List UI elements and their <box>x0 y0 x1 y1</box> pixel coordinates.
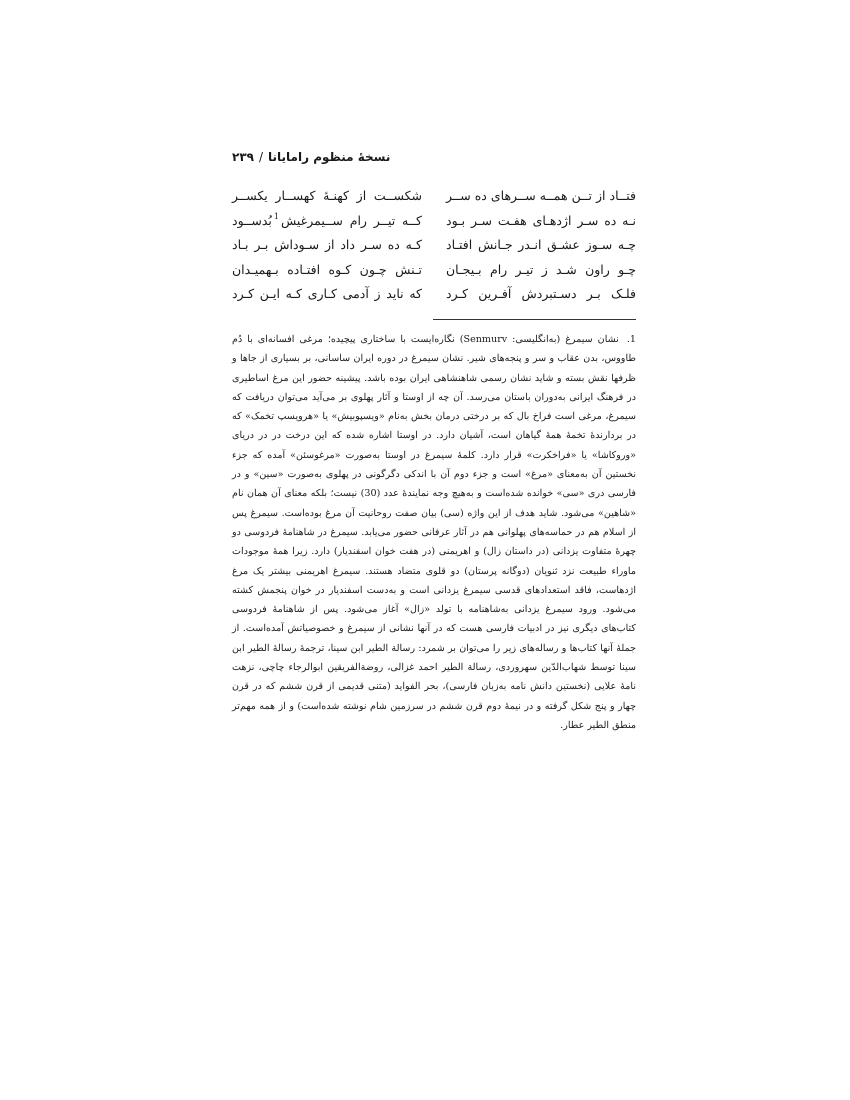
hemistich-right: چـه سـوز عشـق انـدر جـانش افتـاد <box>446 237 636 253</box>
hemistich-left: تـنش چـون کـوه افتـاده بـهمیـدان <box>232 261 422 277</box>
header-separator: / <box>258 150 264 164</box>
poem-verses <box>232 184 636 307</box>
verse-line <box>232 258 636 283</box>
hemistich-left-part-1: کــه تیــر رام ســیمرغیش <box>280 212 422 228</box>
footnote-number: 1. <box>626 334 636 345</box>
verse-line <box>232 184 636 209</box>
footnote <box>232 330 636 735</box>
running-header <box>232 150 432 164</box>
hemistich-left-part-2: بُدســود <box>232 212 272 228</box>
footnote-marker[interactable]: 1 <box>273 212 279 222</box>
hemistich-right: چـو راون شـد ز تیـر رام بـیجـان <box>446 261 636 277</box>
page-number: ۲۳۹ <box>232 150 254 164</box>
footnote-divider <box>433 319 636 320</box>
hemistich-right: فتــاد از تــن همــه ســرهای ده ســر <box>446 188 636 203</box>
hemistich-left: که ناید ز آدمی کـاری کـه ایـن کـرد <box>232 286 422 302</box>
hemistich-right: فلـک بـر دسـتبردش آفـرین کـرد <box>446 286 636 302</box>
hemistich-left: شکســت از کهنـهٔ کهســار یکســر <box>232 188 422 203</box>
hemistich-left: کـه ده سـر داد از سـوداش بـر بـاد <box>232 237 422 253</box>
verse-line <box>232 233 636 258</box>
footnote-text: نشان سیمرغ (به‌انگلیسی: Senmurv) نگاره‌ایست با ساختاری پیچیده؛ مرغی افسانه‌ای با دُم طاووس، بدن عقاب و سر و پنجه‌های شیر. نشان سیمرغ در دوره ایران ساسانی، بر بسیاری از جاها و ظرفها نقش بسته و شاید نشان رسمی شاهنشاهی ایران بوده باشد. پیشینه حضور این مرغ اساطیری در فرهنگ ایرانی به‌دوران باستان می‌رسد. آن چه از اوستا و آثار پهلوی بر می‌آید می‌توان دریافت که سیمرغ، مرغی است فراخ بال که بر درختی درمان بخش به‌نام «ویسپوبیش» یا «هرویسپ تخمک» که در بردارندهٔ تخمهٔ همهٔ گیاهان است، آشیان دارد. در اوستا اشاره شده که این درخت در در دریای «وروکاشا» یا «فراخکرت» قرار دارد. کلمهٔ سیمرغ در اوستا به‌صورت «مرغوسئن» آمده که جزء نخستین آن به‌معنای «مرغ» است و جزء دوم آن با اندکی دگرگونی در پهلوی به‌صورت «سین» و در فارسی دری «سی» خوانده شده‌است و به‌هیچ وجه نمایندهٔ عدد (30) نیست؛ بلکه معنای آن همان نام «شاهین» می‌شود. شاید هدف از این واژه (سی) بیان صفت روحانیت آن مرغ بوده‌است. سیمرغ پس از اسلام هم در حماسه‌های پهلوانی هم در آثار عرفانی حضور می‌یابد. سیمرغ در شاهنامهٔ فردوسی دو چهرهٔ متفاوت یزدانی (در داستان زال) و اهریمنی (در هفت خوان اسفندیار) دارد. زیرا همهٔ موجودات ماوراء طبیعت نزد ثنویان (دوگانه پرستان) دو قلوی متضاد هستند. سیمرغ اهریمنی بیشتر یک مرغ اژدهاست، فاقد استعدادهای قدسی سیمرغ یزدانی است و به‌دست اسفندیار در خوان پنجمش کشته می‌شود. ورود سیمرغ یزدانی به‌شاهنامه با تولد «زال» آغاز می‌شود. پس از شاهنامهٔ فردوسی کتاب‌های دیگری نیز در ادبیات فارسی هست که در آنها نشانی از سیمرغ و خصوصیاتش آمده‌است. از جملهٔ آنها کتاب‌ها و رساله‌های زیر را می‌توان بر شمرد: رسالة الطیر ابن سینا، ترجمهٔ رسالهٔ الطیر ابن سینا توسط شهاب‌الدّین سهروردی، رسالة الطیر احمد غزالی، روضة‌الفریقین ابوالرجاء چاچی، نزهت نامهٔ علایی (نخستین دانش نامه به‌زبان فارسی)، بحر الفواید (متنی قدیمی از قرن ششم که در قرن چهار و پنج شکل گرفته و در نیمهٔ دوم قرن ششم در سرزمین شام نوشته شده‌است) و از همه مهم‌تر منطق الطیر عطار. <box>232 334 636 731</box>
hemistich-left <box>232 209 422 234</box>
verse-line <box>232 209 636 234</box>
hemistich-right: نـه ده سـر اژدهـای هفـت سـر بـود <box>446 212 636 228</box>
book-title: نسخهٔ منظوم رامایانا <box>268 150 391 164</box>
verse-line <box>232 282 636 307</box>
